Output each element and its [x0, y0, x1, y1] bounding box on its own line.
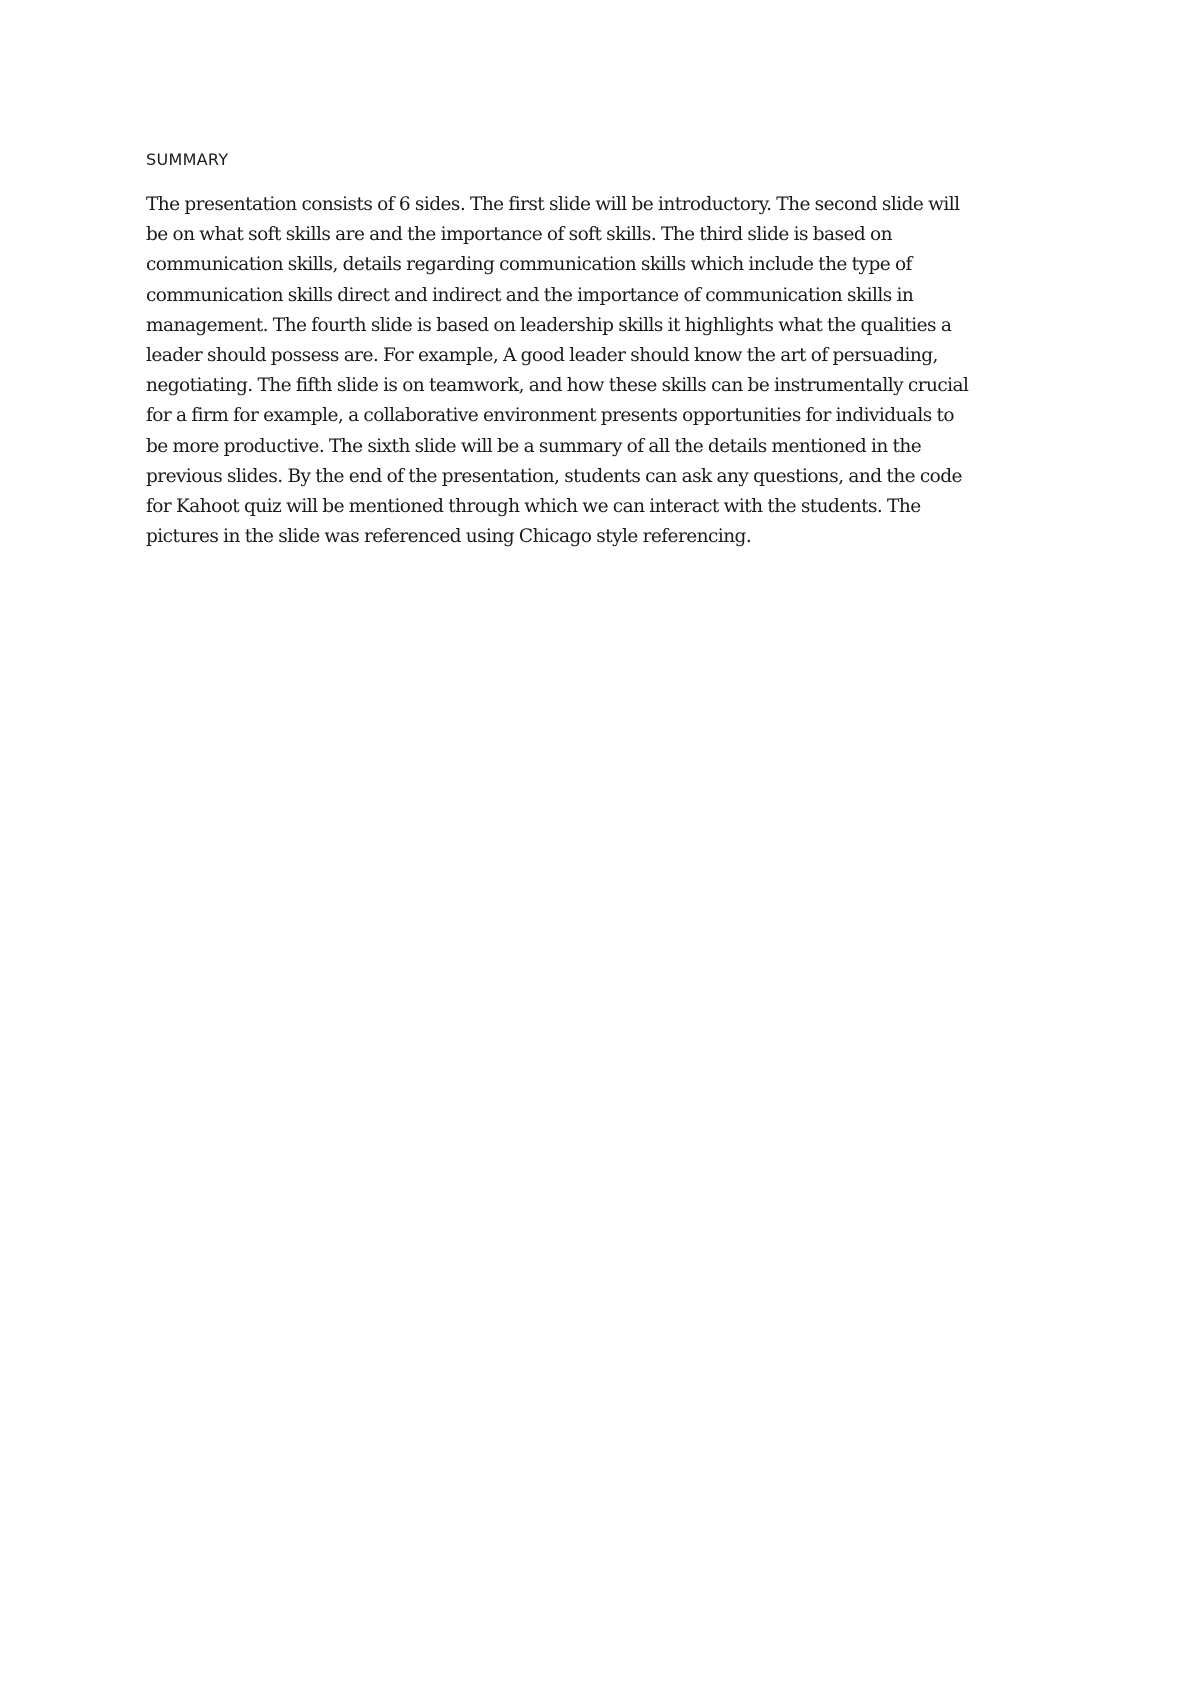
paragraph-line: pictures in the slide was referenced using Chicago style referencing. — [146, 526, 752, 548]
paragraph-line: leader should possess are. For example, A good leader should know the art of persuading, — [146, 345, 938, 367]
paragraph-line: management. The fourth slide is based on leadership skills it highlights what the qualities a — [146, 314, 952, 336]
paragraph-line: negotiating. The fifth slide is on teamwork, and how these skills can be instrumentally crucial — [146, 375, 969, 397]
paragraph-line: communication skills, details regarding communication skills which include the type of — [146, 254, 912, 276]
paragraph-line: for a firm for example, a collaborative environment presents opportunities for individuals to — [146, 405, 955, 427]
paragraph-line: be more productive. The sixth slide will be a summary of all the details mentioned in the — [146, 435, 922, 457]
paragraph-line: for Kahoot quiz will be mentioned through which we can interact with the students. The — [146, 496, 921, 518]
paragraph-line: The presentation consists of 6 sides. The first slide will be introductory. The second slide will — [146, 194, 960, 215]
paragraph-line: communication skills direct and indirect and the importance of communication skills in — [146, 284, 914, 306]
summary-paragraph — [146, 190, 1071, 552]
paragraph-line: previous slides. By the end of the presentation, students can ask any questions, and the code — [146, 465, 962, 487]
summary-heading: SUMMARY — [146, 150, 229, 169]
paragraph-line: be on what soft skills are and the importance of soft skills. The third slide is based on — [146, 224, 892, 246]
